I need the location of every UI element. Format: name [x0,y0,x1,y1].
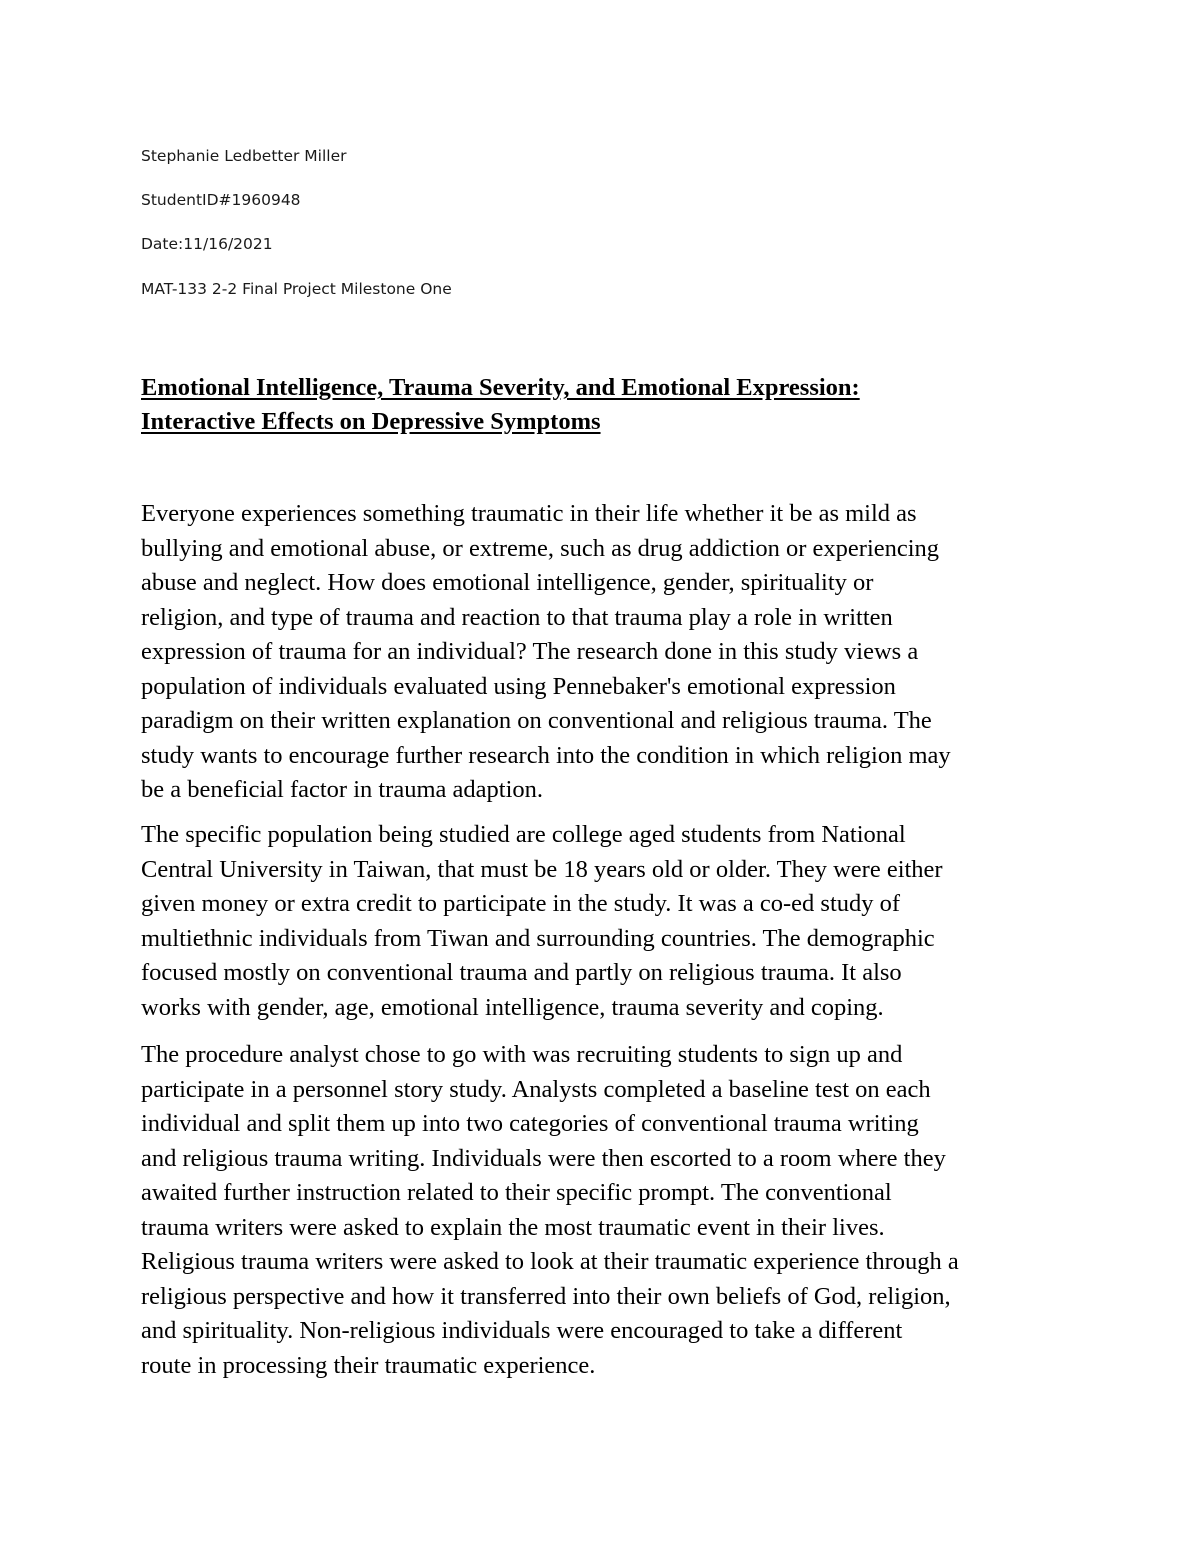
text-line: religion, and type of trauma and reaction to that trauma play a role in written [141,603,893,631]
text-line: expression of trauma for an individual? The research done in this study views a [141,638,919,665]
text-line: participate in a personnel story study. Analysts completed a baseline test on each [141,1075,931,1103]
text-line: be a beneficial factor in trauma adaption. [141,776,544,803]
course-title: MAT-133 2-2 Final Project Milestone One [141,280,452,298]
text-line: route in processing their traumatic experience. [141,1351,596,1379]
text-line: and spirituality. Non-religious individuals were encouraged to take a different [141,1317,903,1344]
text-line: given money or extra credit to participate in the study. It was a co-ed study of [141,890,901,917]
text-line: Religious trauma writers were asked to look at their traumatic experience through a [141,1248,959,1275]
text-line: awaited further instruction related to their specific prompt. The conventional [141,1179,892,1206]
title-line: Emotional Intelligence, Trauma Severity, and Emotional Expression: [141,374,860,401]
author-name: Stephanie Ledbetter Miller [141,147,347,165]
student-id: StudentID#1960948 [141,191,301,209]
text-line: bullying and emotional abuse, or extreme, such as drug addiction or experiencing [141,534,940,562]
paragraph-procedure [141,1038,959,1383]
text-line: population of individuals evaluated using Pennebaker's emotional expression [141,672,896,700]
text-line: study wants to encourage further research into the condition in which religion may [141,741,951,769]
text-line: Central University in Taiwan, that must be 18 years old or older. They were either [141,855,943,883]
text-line: The specific population being studied are college aged students from National [141,821,906,848]
text-line: and religious trauma writing. Individuals were then escorted to a room where they [141,1144,946,1172]
text-line: The procedure analyst chose to go with was recruiting students to sign up and [141,1041,903,1068]
text-line: multiethnic individuals from Tiwan and surrounding countries. The demographic [141,924,935,952]
text-line: religious perspective and how it transferred into their own beliefs of God, religion, [141,1282,951,1310]
text-line: focused mostly on conventional trauma and partly on religious trauma. It also [141,959,902,986]
title-line: Interactive Effects on Depressive Symptoms [141,408,601,435]
document-title [141,371,1101,439]
document-date: Date:11/16/2021 [141,235,273,253]
text-line: individual and split them up into two categories of conventional trauma writing [141,1110,919,1137]
paragraph-introduction [141,497,951,808]
text-line: abuse and neglect. How does emotional intelligence, gender, spirituality or [141,569,874,596]
text-line: works with gender, age, emotional intelligence, trauma severity and coping. [141,993,884,1021]
text-line: trauma writers were asked to explain the most traumatic event in their lives. [141,1213,885,1241]
paragraph-population [141,818,943,1025]
text-line: paradigm on their written explanation on conventional and religious trauma. The [141,707,932,734]
text-line: Everyone experiences something traumatic in their life whether it be as mild as [141,500,917,527]
